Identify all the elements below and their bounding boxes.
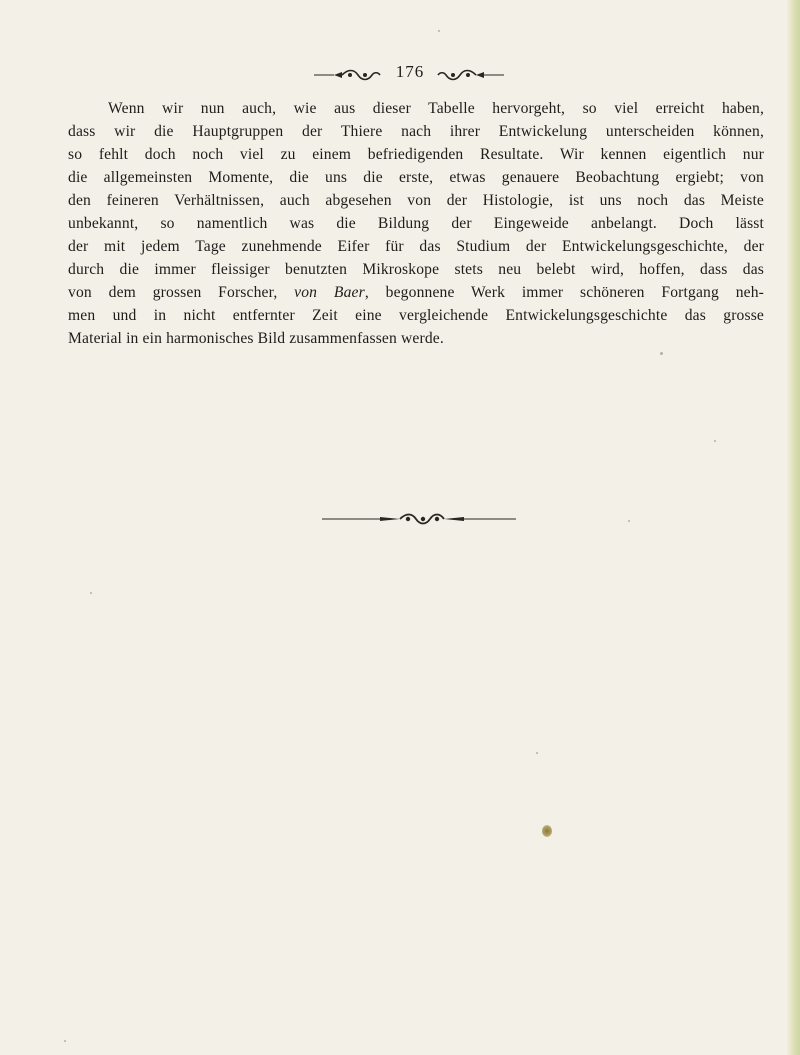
text-line: so fehlt doch noch viel zu einem befriedigenden Resultate. Wir kennen eigentlich nur xyxy=(68,146,764,163)
paper-speck xyxy=(660,352,663,355)
page-edge-discoloration xyxy=(786,0,800,1055)
text-line: den feineren Verhältnissen, auch abgesehen von der Histologie, ist uns noch das Meiste xyxy=(68,192,764,209)
paper-speck xyxy=(90,592,92,594)
text-line: Wenn wir nun auch, wie aus dieser Tabelle hervorgeht, so viel erreicht haben, xyxy=(108,100,764,117)
text-line: die allgemeinsten Momente, die uns die erste, etwas genauere Beobachtung ergiebt; von xyxy=(68,169,764,186)
text-segment: von dem grossen Forscher, xyxy=(68,284,295,301)
paper-speck xyxy=(536,752,538,754)
text-line-last: Material in ein harmonisches Bild zusammenfassen werde. xyxy=(68,330,444,347)
text-line: unbekannt, so namentlich was die Bildung der Eingeweide anbelangt. Doch lässt xyxy=(68,215,764,232)
text-line: men und in nicht entfernter Zeit eine vergleichende Entwickelungsgeschichte das grosse xyxy=(68,307,764,324)
text-line: der mit jedem Tage zunehmende Eifer für das Studium der Entwickelungsgeschichte, der xyxy=(68,238,764,255)
paper-speck xyxy=(64,1040,66,1042)
paper-speck xyxy=(628,520,630,522)
text-line-with-citation xyxy=(68,281,764,304)
page-number: 176 xyxy=(395,62,425,81)
page-header xyxy=(0,62,800,86)
paper-speck xyxy=(714,440,716,442)
ornament-right-icon xyxy=(436,68,506,82)
text-segment: , begonnene Werk immer schöneren Fortgang neh- xyxy=(364,284,764,301)
body-paragraph xyxy=(68,97,764,350)
author-name-italic: von Baer xyxy=(294,284,365,301)
tailpiece-ornament-icon xyxy=(320,512,520,526)
text-line: durch die immer fleissiger benutzten Mikroskope stets neu belebt wird, hoffen, dass das xyxy=(68,261,764,278)
text-line: dass wir die Hauptgruppen der Thiere nach ihrer Entwickelung unterscheiden können, xyxy=(68,123,764,140)
ornament-left-icon xyxy=(312,68,382,82)
ink-stain xyxy=(542,825,552,837)
paper-speck xyxy=(438,30,440,32)
